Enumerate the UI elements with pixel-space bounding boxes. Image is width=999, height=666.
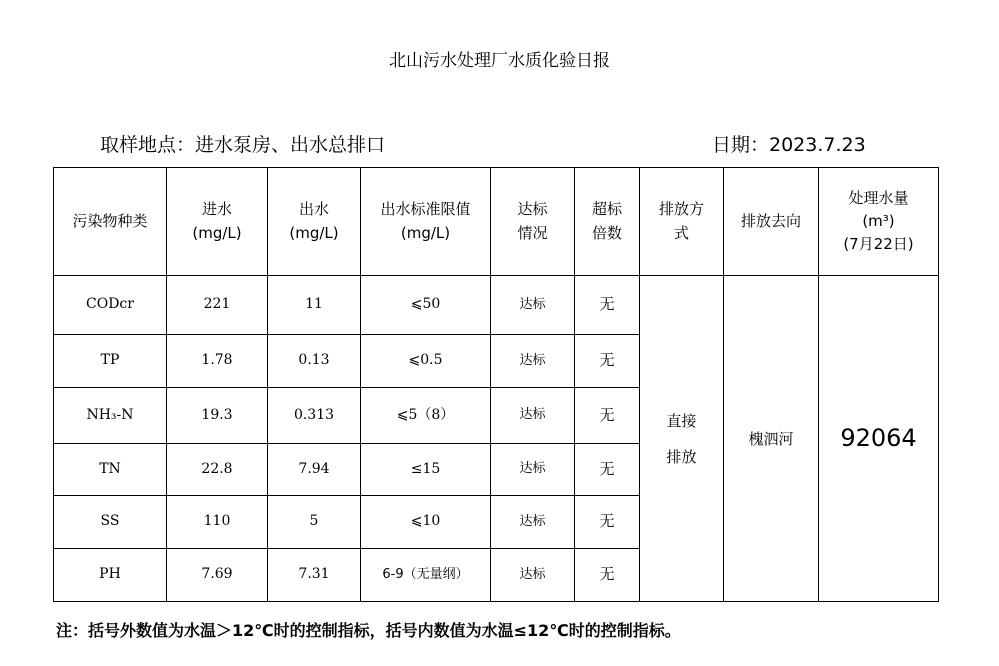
inflow-cell: 110 (167, 496, 268, 549)
header-row (54, 168, 939, 276)
exceed-cell: 无 (575, 388, 640, 444)
outflow-cell: 7.94 (268, 444, 361, 496)
pollutant-cell: PH (54, 549, 167, 602)
outflow-cell: 0.13 (268, 335, 361, 388)
status-cell: 达标 (491, 388, 575, 444)
pollutant-cell: CODcr (54, 276, 167, 335)
limit-cell: ⩽10 (361, 496, 491, 549)
header-status: 达标情况 (491, 168, 575, 276)
report-title: 北山污水处理厂水质化验日报 (389, 51, 610, 71)
table-row (54, 276, 939, 335)
footnote: 注：括号外数值为水温＞12℃时的控制指标，括号内数值为水温≤12℃时的控制指标。 (56, 621, 681, 640)
limit-cell: ⩽5（8） (361, 388, 491, 444)
inflow-cell: 7.69 (167, 549, 268, 602)
status-cell: 达标 (491, 496, 575, 549)
limit-cell: ⩽50 (361, 276, 491, 335)
header-exceed: 超标倍数 (575, 168, 640, 276)
header-inflow: 进水 (mg/L) (167, 168, 268, 276)
header-limit: 出水标准限值 (mg/L) (361, 168, 491, 276)
limit-cell: 6-9（无量纲） (361, 549, 491, 602)
pollutant-cell: TP (54, 335, 167, 388)
inflow-cell: 221 (167, 276, 268, 335)
exceed-cell: 无 (575, 496, 640, 549)
exceed-cell: 无 (575, 276, 640, 335)
status-cell: 达标 (491, 549, 575, 602)
header-discharge-to: 排放去向 (724, 168, 819, 276)
outflow-cell: 11 (268, 276, 361, 335)
limit-cell: ≤15 (361, 444, 491, 496)
discharge-to-cell: 槐泗河 (724, 276, 819, 602)
inflow-cell: 22.8 (167, 444, 268, 496)
header-outflow: 出水 (mg/L) (268, 168, 361, 276)
status-cell: 达标 (491, 335, 575, 388)
header-discharge-method: 排放方式 (640, 168, 724, 276)
exceed-cell: 无 (575, 444, 640, 496)
inflow-cell: 19.3 (167, 388, 268, 444)
treated-volume-cell: 92064 (819, 276, 939, 602)
outflow-cell: 5 (268, 496, 361, 549)
sampling-location: 取样地点：进水泵房、出水总排口 (100, 134, 386, 156)
report-date: 日期：2023.7.23 (712, 134, 866, 156)
pollutant-cell: TN (54, 444, 167, 496)
discharge-method-cell: 直接 排放 (640, 276, 724, 602)
pollutant-cell: NH₃-N (54, 388, 167, 444)
exceed-cell: 无 (575, 335, 640, 388)
status-cell: 达标 (491, 276, 575, 335)
outflow-cell: 0.313 (268, 388, 361, 444)
pollutant-cell: SS (54, 496, 167, 549)
exceed-cell: 无 (575, 549, 640, 602)
outflow-cell: 7.31 (268, 549, 361, 602)
header-volume: 处理水量 (m³) (7月22日) (819, 168, 939, 276)
water-quality-table (53, 167, 939, 602)
inflow-cell: 1.78 (167, 335, 268, 388)
header-pollutant: 污染物种类 (54, 168, 167, 276)
status-cell: 达标 (491, 444, 575, 496)
limit-cell: ⩽0.5 (361, 335, 491, 388)
